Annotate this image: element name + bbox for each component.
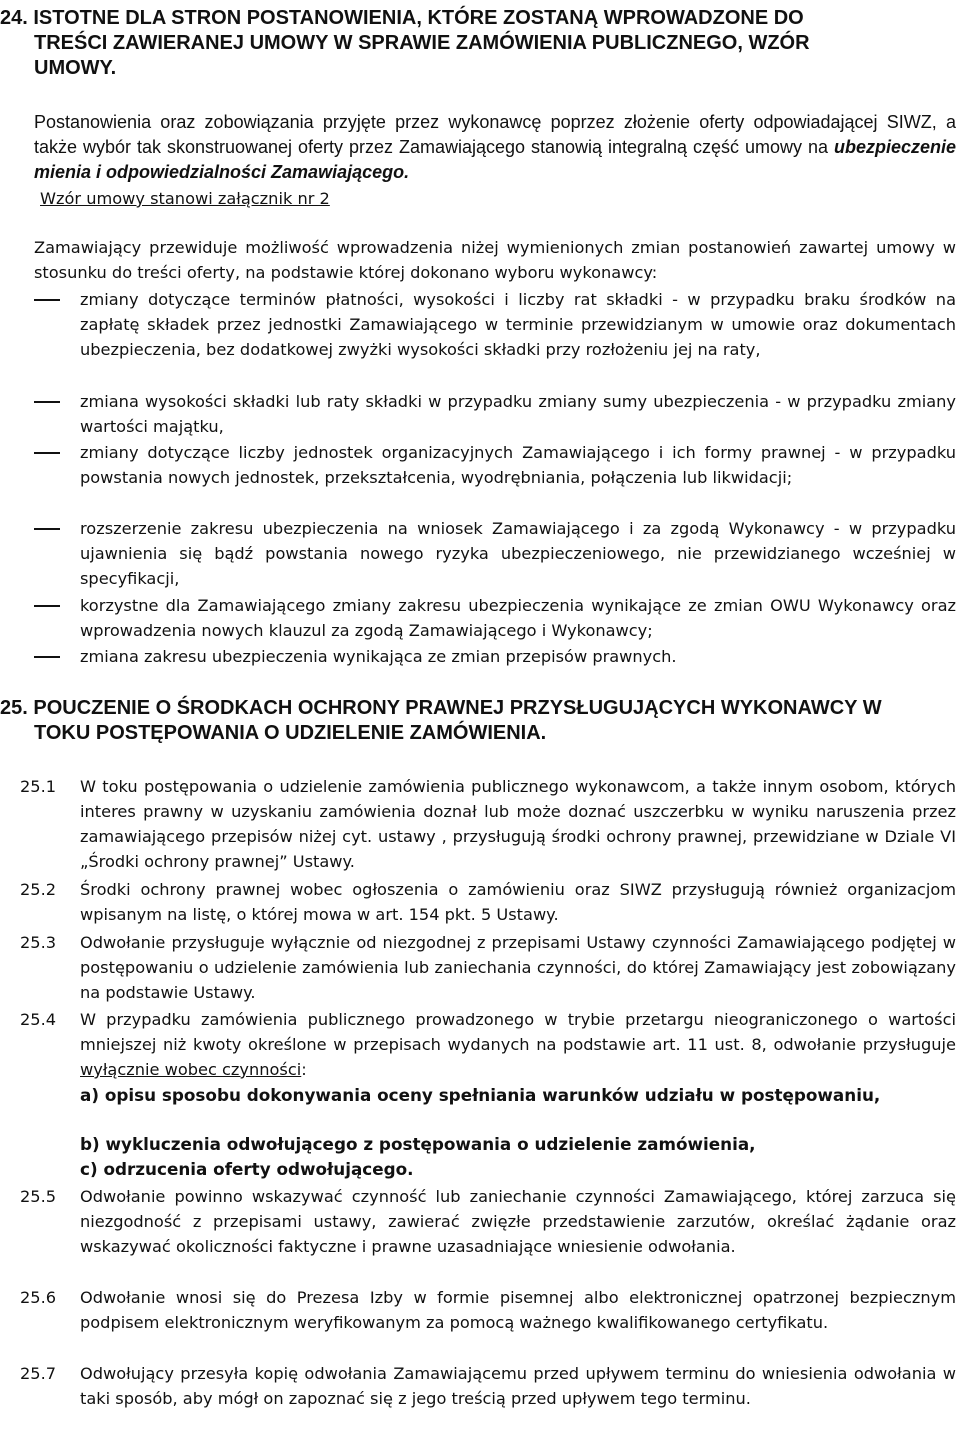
section-24-heading-line1: 24. ISTOTNE DLA STRON POSTANOWIENIA, KTÓRE ZOSTANĄ WPROWADZONE DO <box>0 7 804 29</box>
item-25-4-end: : <box>301 1060 307 1079</box>
intro-bold-text: ubezpieczenie mienia i odpowiedzialności Zamawiającego. <box>34 137 956 182</box>
item-number: 25.7 <box>20 1364 57 1383</box>
item-25-4-underlined: wyłącznie wobec czynności <box>80 1060 302 1079</box>
dash-bullet-icon <box>34 299 60 301</box>
dash-bullet-icon <box>34 605 60 607</box>
list-item: zmiana wysokości składki lub raty składki w przypadku zmiany sumy ubezpieczenia - w przypadku zmiany wartości majątku, <box>80 392 956 436</box>
dash-bullet-icon <box>34 452 60 454</box>
dash-bullet-icon <box>34 656 60 658</box>
dash-bullet-icon <box>34 528 60 530</box>
section-25-heading-line1: 25. POUCZENIE O ŚRODKACH OCHRONY PRAWNEJ PRZYSŁUGUJĄCYCH WYKONAWCY W <box>0 697 882 719</box>
item-25-4-text <box>80 1007 956 1082</box>
item-25-2-text: Środki ochrony prawnej wobec ogłoszenia o zamówieniu oraz SIWZ przysługują również organizacjom wpisanym na listę, o której mowa w art. 154 pkt. 5 Ustawy. <box>80 880 956 924</box>
dash-bullet-icon <box>34 401 60 403</box>
list-item: zmiana zakresu ubezpieczenia wynikająca ze zmian przepisów prawnych. <box>80 647 677 666</box>
section-24-heading-line3: UMOWY. <box>34 57 117 79</box>
item-25-6-text: Odwołanie wnosi się do Prezesa Izby w formie pisemnej albo elektronicznej opatrzonej bezpiecznym podpisem elektronicznym weryfikowanym za pomocą ważnego kwalifikowanego certyfikatu. <box>80 1288 956 1332</box>
section-24-heading-line2: TREŚCI ZAWIERANEJ UMOWY W SPRAWIE ZAMÓWIENIA PUBLICZNEGO, WZÓR <box>34 32 810 54</box>
sub-item-a: a) opisu sposobu dokonywania oceny spełniania warunków udziału w postępowaniu, <box>80 1085 881 1105</box>
item-number: 25.6 <box>20 1288 57 1307</box>
item-25-1-text: W toku postępowania o udzielenie zamówienia publicznego wykonawcom, a także innym osobom, których interes prawny w uzyskaniu zamówienia doznał lub może doznać uszczerbku w wyniku naruszenia przez zamawiającego przepisów niżej cyt. ustawy , przysługują środki ochrony prawnej, przewidziane w Dziale VI „Środki ochrony prawnej” Ustawy. <box>80 777 956 871</box>
list-item: korzystne dla Zamawiającego zmiany zakresu ubezpieczenia wynikające ze zmian OWU Wykonawcy oraz wprowadzenia nowych klauzul za zgodą Zamawiającego i Wykonawcy; <box>80 596 956 640</box>
item-25-5-text: Odwołanie powinno wskazywać czynność lub zaniechanie czynności Zamawiającego, której zarzuca się niezgodność z przepisami ustawy, zawierać zwięzłe przedstawienie zarzutów, określać żądanie oraz wskazywać okoliczności faktyczne i prawne uzasadniające wniesienie odwołania. <box>80 1187 956 1256</box>
item-number: 25.3 <box>20 933 57 952</box>
item-25-7-text: Odwołujący przesyła kopię odwołania Zamawiającemu przed upływem terminu do wniesienia odwołania w taki sposób, aby mógł on zapoznać się z jego treścią przed upływem tego terminu. <box>80 1364 956 1408</box>
list-item: zmiany dotyczące liczby jednostek organizacyjnych Zamawiającego i ich formy prawnej - w przypadku powstania nowych jednostek, przekształcenia, wyodrębniania, połączenia lub likwidacji; <box>80 443 956 487</box>
item-number: 25.4 <box>20 1010 57 1029</box>
changes-intro: Zamawiający przewiduje możliwość wprowadzenia niżej wymienionych zmian postanowień zawartej umowy w stosunku do treści oferty, na podstawie której dokonano wyboru wykonawcy: <box>34 238 956 282</box>
section-24-intro <box>34 110 956 185</box>
list-item: zmiany dotyczące terminów płatności, wysokości i liczby rat składki - w przypadku braku środków na zapłatę składek przez jednostki Zamawiającego w terminie przewidzianym w umowie oraz dokumentach ubezpieczenia, bez dodatkowej zwyżki wysokości składki przy rozłożeniu jej na raty, <box>80 290 956 359</box>
section-24-heading <box>0 6 960 81</box>
item-number: 25.1 <box>20 777 57 796</box>
wzor-umowy-text: Wzór umowy stanowi załącznik nr 2 <box>40 189 330 208</box>
sub-item-c: c) odrzucenia oferty odwołującego. <box>80 1159 414 1179</box>
wzor-umowy-note <box>40 186 940 211</box>
item-25-3-text: Odwołanie przysługuje wyłącznie od niezgodnej z przepisami Ustawy czynności Zamawiającego podjętej w postępowaniu o udzielenie zamówienia lub zaniechania czynności, do której Zamawiający jest zobowiązany na podstawie Ustawy. <box>80 933 956 1002</box>
sub-item-b: b) wykluczenia odwołującego z postępowania o udzielenie zamówienia, <box>80 1134 756 1154</box>
section-25-heading <box>0 696 960 746</box>
item-number: 25.2 <box>20 880 57 899</box>
list-item: rozszerzenie zakresu ubezpieczenia na wniosek Zamawiającego i za zgodą Wykonawcy - w przypadku ujawnienia się bądź powstania nowego ryzyka ubezpieczeniowego, nie przewidzianego wcześniej w specyfikacji, <box>80 519 956 588</box>
item-25-4-main: W przypadku zamówienia publicznego prowadzonego w trybie przetargu nieograniczonego o wartości mniejszej niż kwoty określone w przepisach wydanych na podstawie art. 11 ust. 8, odwołanie przysługuje <box>80 1010 956 1054</box>
intro-text: Postanowienia oraz zobowiązania przyjęte przez wykonawcę poprzez złożenie oferty odpowiadającej SIWZ, a także wybór tak skonstruowanej oferty przez Zamawiającego stanowią integralną część umowy na <box>34 112 956 157</box>
section-25-heading-line2: TOKU POSTĘPOWANIA O UDZIELENIE ZAMÓWIENIA. <box>34 722 547 744</box>
item-number: 25.5 <box>20 1187 57 1206</box>
